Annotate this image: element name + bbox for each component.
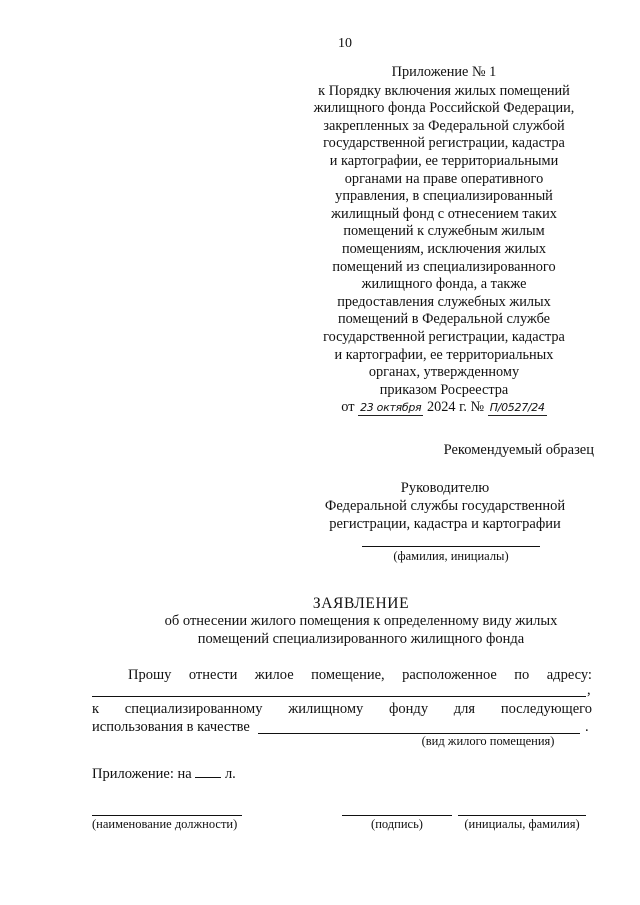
appendix-line: государственной регистрации, кадастра [323, 328, 565, 345]
word: последующего [500, 701, 592, 717]
signature-caption: (подпись) [371, 817, 423, 831]
name-caption: (инициалы, фамилия) [464, 817, 580, 831]
appendix-block [288, 64, 600, 417]
handwritten-date: 23 октября [360, 401, 422, 415]
word: жилое [254, 667, 294, 683]
appendix-number: Приложение № 1 [391, 64, 497, 80]
appendix-line: помещений из специализированного [332, 258, 556, 275]
word: фонду [389, 701, 429, 717]
request-paragraph-line-2 [92, 701, 592, 718]
word: для [453, 701, 476, 717]
appendix-line: помещениям, исключения жилых [342, 240, 546, 257]
word: жилищному [288, 701, 364, 717]
position-blank-line [92, 815, 242, 816]
appendix-line: органах, утвержденному [368, 364, 520, 381]
signature-blank-line [342, 815, 452, 816]
addressee-line: Руководителю [400, 480, 490, 496]
attachment-line [92, 765, 236, 783]
year-text: 2024 г. № [426, 399, 485, 416]
page-count-blank [195, 765, 221, 778]
appendix-line: управления, в специализированный [335, 188, 553, 205]
appendix-line: и картографии, ее территориальными [329, 152, 559, 169]
appendix-line: приказом Росреестра [379, 381, 509, 398]
appendix-line: жилищного фонда Российской Федерации, [313, 100, 575, 117]
appendix-line: к Порядку включения жилых помещений [318, 82, 570, 99]
appendix-line: государственной регистрации, кадастра [323, 135, 565, 152]
address-blank-line [92, 696, 586, 697]
appendix-line: и картографии, ее территориальных [334, 346, 554, 363]
addressee-line: регистрации, кадастра и картографии [329, 515, 561, 532]
appendix-line: предоставления служебных жилых [337, 293, 551, 310]
attachment-suffix: л. [224, 766, 236, 782]
handwritten-order-number: П/0527/24 [489, 401, 545, 415]
appendix-line: помещений к служебным жилым [343, 223, 545, 240]
word: специализированному [124, 701, 263, 717]
name-blank-line [458, 815, 586, 816]
word: Прошу [128, 667, 172, 683]
addressee-line: Федеральной службы государственной [324, 497, 566, 514]
end-period: . [585, 719, 589, 735]
attachment-prefix: Приложение: на [92, 766, 192, 782]
appendix-line: органами на праве оперативного [344, 170, 544, 187]
word: расположенное [402, 667, 497, 683]
word: отнести [188, 667, 238, 683]
page-number: 10 [338, 36, 352, 51]
statement-subtitle [130, 613, 592, 649]
housing-kind-caption: (вид жилого помещения) [421, 734, 555, 748]
address-comma: , [587, 682, 591, 698]
fio-caption: (фамилия, инициалы) [393, 549, 509, 563]
word: к [92, 701, 100, 717]
word: помещение, [311, 667, 385, 683]
request-paragraph-line-1 [92, 667, 592, 684]
request-paragraph-line-3: использования в качестве [92, 719, 250, 735]
fio-blank-line [362, 546, 540, 547]
appendix-line: жилищный фонд с отнесением таких [331, 205, 557, 222]
appendix-line: жилищного фонда, а также [361, 276, 527, 293]
appendix-line: закрепленных за Федеральной службой [323, 117, 565, 134]
recommended-sample-label: Рекомендуемый образец [443, 442, 594, 458]
subtitle-line: помещений специализированного жилищного фонда [197, 630, 525, 647]
order-date-line [288, 399, 600, 417]
addressee-block [300, 480, 590, 533]
word: адресу: [546, 667, 592, 683]
statement-title: ЗАЯВЛЕНИЕ [312, 595, 410, 612]
from-prefix: от [341, 399, 355, 416]
appendix-line: помещений в Федеральной службе [337, 311, 551, 328]
subtitle-line: об отнесении жилого помещения к определенному виду жилых [164, 613, 558, 629]
word: по [514, 667, 530, 683]
position-caption: (наименование должности) [92, 817, 238, 831]
